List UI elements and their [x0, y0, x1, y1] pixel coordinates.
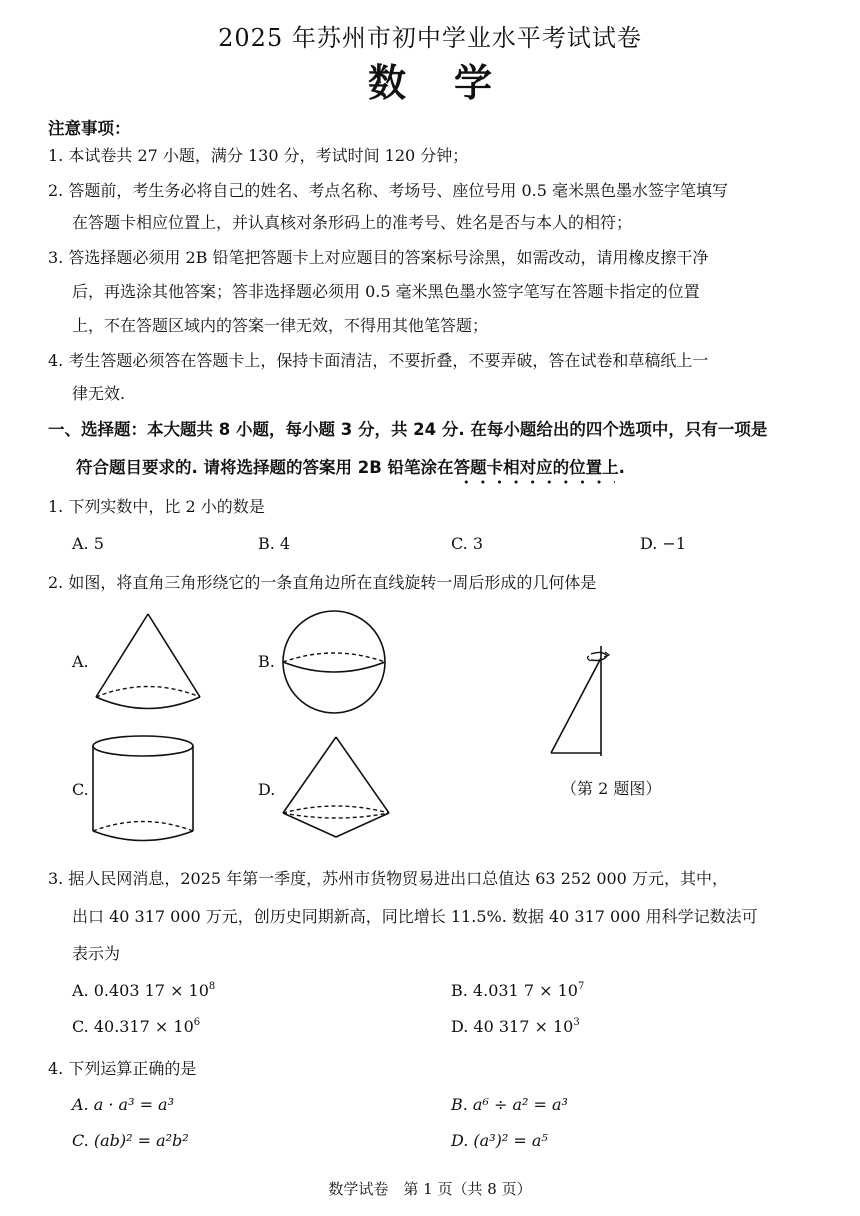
q3-option-a	[72, 981, 215, 1000]
q3-option-d-exponent: 3	[573, 1017, 580, 1028]
notes-heading: 注意事项：	[48, 119, 131, 138]
subject-title: 数学	[367, 61, 540, 105]
q3-option-b-text: B. 4.031 7 × 10	[451, 981, 578, 1000]
exam-title: 2025 年苏州市初中学业水平考试试卷	[218, 24, 642, 52]
q3-option-d-text: D. 40 317 × 10	[451, 1017, 574, 1036]
q3-option-b-exponent: 7	[577, 981, 585, 992]
note-2-line-2: 在答题卡相应位置上，并认真核对条形码上的准考号、姓名是否与本人的相符；	[72, 213, 633, 232]
q3-option-b	[451, 981, 584, 1000]
q2-option-c-label: C.	[72, 780, 89, 799]
q3-stem-line-3: 表示为	[72, 944, 121, 963]
q4-option-a: A. a · a³ = a³	[72, 1095, 175, 1114]
q4-option-d: D. (a³)² = a⁵	[451, 1131, 548, 1150]
note-2-line-1: 2. 答题前，考生务必将自己的姓名、考点名称、考场号、座位号用 0.5 毫米黑色墨水签字笔填写	[48, 181, 728, 200]
q1-option-a: A. 5	[72, 534, 104, 553]
q3-option-c-text: C. 40.317 × 10	[72, 1017, 194, 1036]
section-1-heading-line-2	[76, 454, 625, 478]
note-4-line-1: 4. 考生答题必须答在答题卡上，保持卡面清洁，不要折叠，不要弄破，答在试卷和草稿纸上一	[48, 351, 709, 370]
note-4-line-2: 律无效.	[72, 384, 126, 403]
double-cone-figure	[280, 735, 392, 841]
q2-stem: 2. 如图，将直角三角形绕它的一条直角边所在直线旋转一周后形成的几何体是	[48, 573, 597, 592]
page-footer: 数学试卷 第 1 页（共 8 页）	[328, 1180, 532, 1198]
q3-option-a-text: A. 0.403 17 × 10	[72, 981, 209, 1000]
q2-option-b-label: B.	[258, 652, 275, 671]
section-1-heading-text: 符合题目要求的. 请将选择题的答案用 2B 铅笔涂在	[76, 458, 454, 477]
q3-stem-line-2: 出口 40 317 000 万元，创历史同期新高，同比增长 11.5%. 数据 40 317 000 用科学记数法可	[72, 907, 758, 926]
q3-option-c	[72, 1017, 200, 1036]
note-3-line-2: 后，再选涂其他答案；答非选择题必须用 0.5 毫米黑色墨水签字笔写在答题卡指定的位置	[72, 282, 700, 301]
q1-option-d: D. −1	[640, 534, 687, 553]
q3-stem-line-1: 3. 据人民网消息，2025 年第一季度，苏州市货物贸易进出口总值达 63 252 000 万元，其中，	[48, 869, 728, 888]
right-triangle-rotation-figure	[545, 644, 625, 756]
cylinder-figure	[90, 734, 196, 844]
q1-option-c: C. 3	[451, 534, 484, 553]
note-1: 1. 本试卷共 27 小题，满分 130 分，考试时间 120 分钟；	[48, 146, 469, 165]
sphere-figure	[280, 610, 388, 714]
q3-option-c-exponent: 6	[193, 1017, 201, 1028]
section-1-heading-end: .	[618, 458, 625, 477]
q2-figure-caption: （第 2 题图）	[561, 779, 662, 798]
q3-option-a-exponent: 8	[208, 981, 216, 992]
section-1-heading-line-1: 一、选择题：本大题共 8 小题，每小题 3 分，共 24 分. 在每小题给出的四个选项中，只有一项是	[48, 420, 768, 439]
note-3-line-1: 3. 答选择题必须用 2B 铅笔把答题卡上对应题目的答案标号涂黑，如需改动，请用橡皮擦干净	[48, 248, 709, 267]
note-3-line-3: 上，不在答题区域内的答案一律无效，不得用其他笔答题；	[72, 316, 489, 335]
q4-option-c: C. (ab)² = a²b²	[72, 1131, 189, 1150]
emphasis-dotted-text: 答题卡相对应的位置上	[453, 458, 619, 477]
q4-option-b: B. a⁶ ÷ a² = a³	[451, 1095, 568, 1114]
q1-option-b: B. 4	[258, 534, 291, 553]
q3-option-d	[451, 1017, 580, 1036]
cone-figure	[92, 610, 204, 712]
q2-option-d-label: D.	[258, 780, 276, 799]
q1-stem: 1. 下列实数中，比 2 小的数是	[48, 497, 265, 516]
q2-option-a-label: A.	[72, 652, 89, 671]
q4-stem: 4. 下列运算正确的是	[48, 1059, 197, 1078]
